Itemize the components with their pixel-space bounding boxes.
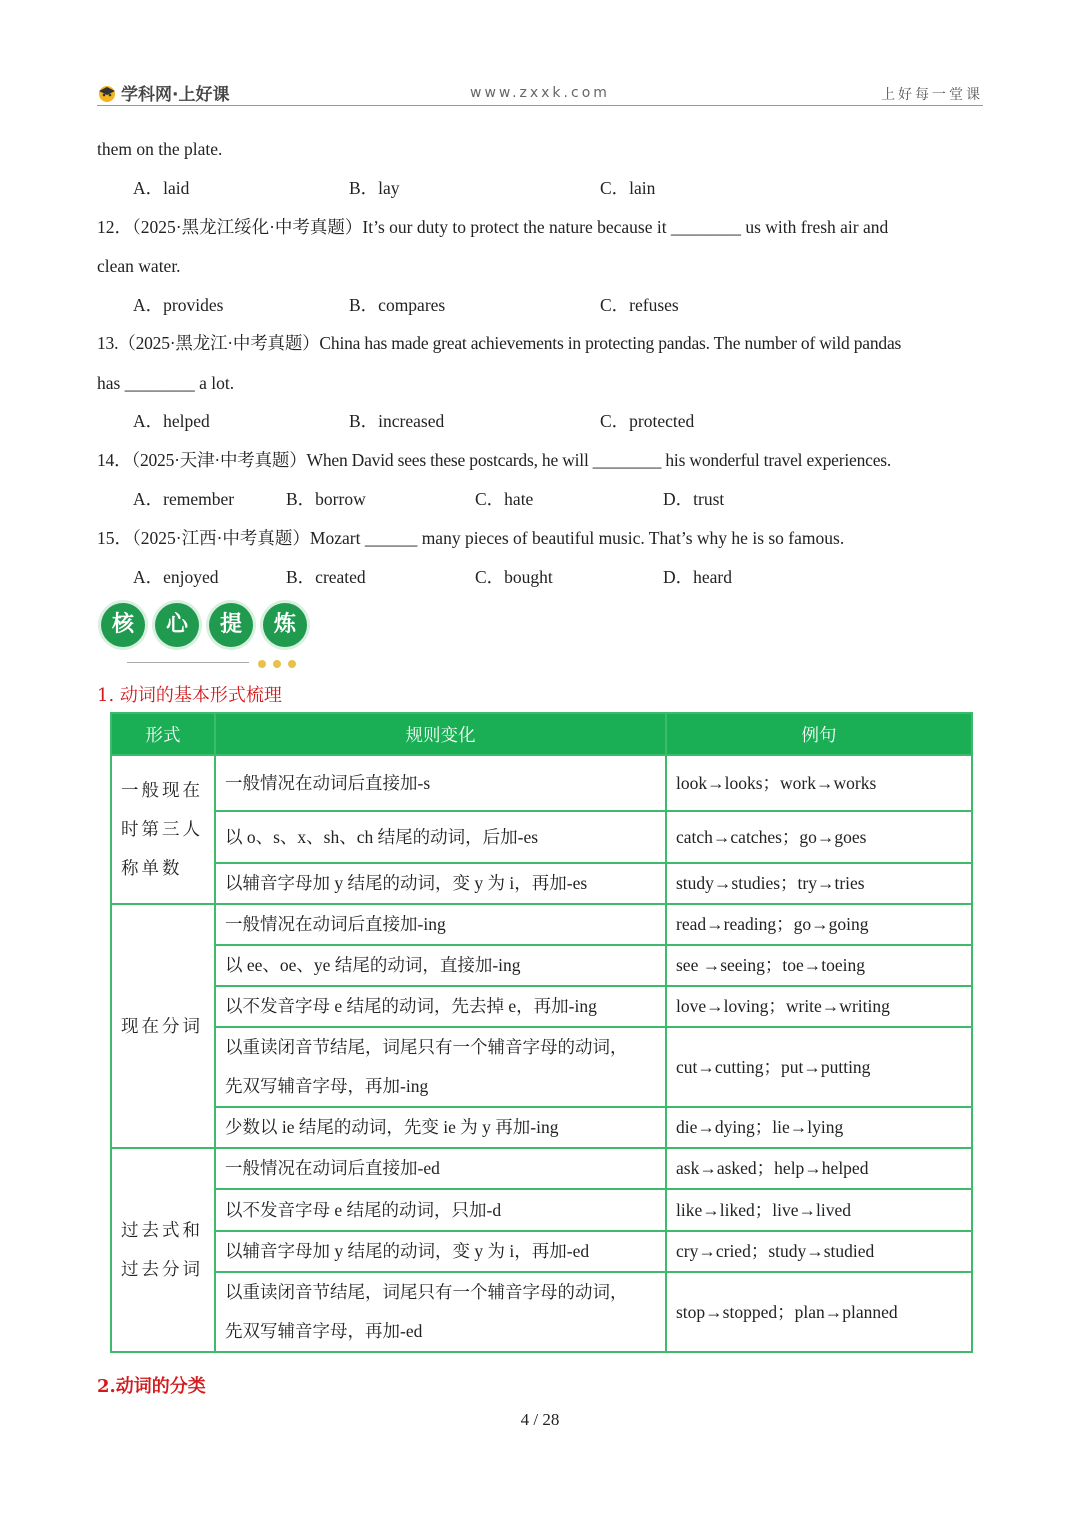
- banner-char-ti: 提: [209, 603, 253, 647]
- example-cell: cry→cried；study→studied: [666, 1231, 972, 1272]
- rule-cell: 以 ee、oe、ye 结尾的动词，直接加-ing: [215, 945, 666, 986]
- example-cell: study→studies；try→tries: [666, 863, 972, 904]
- section-title-1: 1. 动词的基本形式梳理: [97, 685, 282, 706]
- q11-option-c: C．lain: [600, 178, 656, 198]
- q14-option-a: A．remember: [133, 489, 235, 509]
- table-row: [111, 1027, 972, 1107]
- form-cell: 一般现在 时第三人 称单数: [111, 755, 215, 904]
- rule-cell: 以不发音字母 e 结尾的动词，先去掉 e，再加-ing: [215, 986, 666, 1027]
- section-title-2: 2.动词的分类: [97, 1376, 206, 1397]
- table-header-row: [111, 713, 972, 755]
- example-cell: catch→catches；go→goes: [666, 811, 972, 863]
- table-row: [111, 1272, 972, 1352]
- q11-option-a: A．laid: [133, 178, 190, 198]
- q13-option-c: C．protected: [600, 411, 695, 431]
- banner-underline: [127, 662, 249, 663]
- q13-option-a: A．helped: [133, 411, 210, 431]
- q15-option-a: A．enjoyed: [133, 567, 219, 587]
- rule-cell: 少数以 ie 结尾的动词，先变 ie 为 y 再加-ing: [215, 1107, 666, 1148]
- form-cell: 现在分词: [111, 904, 215, 1148]
- example-cell: like→liked；live→lived: [666, 1189, 972, 1231]
- example-cell: die→dying；lie→lying: [666, 1107, 972, 1148]
- header-divider: [97, 105, 983, 106]
- rule-cell: 以辅音字母加 y 结尾的动词，变 y 为 i，再加-ed: [215, 1231, 666, 1272]
- q13-stem: 13.（2025·黑龙江·中考真题）China has made great achievements in protecting pandas. The number of wild pandas: [97, 333, 902, 353]
- table-row: [111, 986, 972, 1027]
- banner-dot: [273, 660, 281, 668]
- q14-option-d: D．trust: [663, 489, 725, 509]
- table-row: [111, 904, 972, 945]
- banner-dot: [288, 660, 296, 668]
- logo-text: 学科网·上好课: [121, 85, 230, 105]
- table-row: [111, 1107, 972, 1148]
- table-row: [111, 1148, 972, 1189]
- rule-cell: 以重读闭音节结尾，词尾只有一个辅音字母的动词， 先双写辅音字母，再加-ing: [215, 1027, 666, 1107]
- site-url[interactable]: www.zxxk.com: [470, 85, 610, 101]
- q12-stem: 12．（2025·黑龙江绥化·中考真题）It’s our duty to protect the nature because it ________ us with fresh air and: [97, 217, 889, 237]
- q12-stem-cont: clean water.: [97, 256, 181, 276]
- example-cell: see →seeing；toe→toeing: [666, 945, 972, 986]
- rule-cell: 以不发音字母 e 结尾的动词，只加-d: [215, 1189, 666, 1231]
- example-cell: love→loving；write→writing: [666, 986, 972, 1027]
- q11-tail: them on the plate.: [97, 139, 223, 159]
- table-row: [111, 755, 972, 811]
- banner-char-xin: 心: [155, 603, 199, 647]
- header-form: 形式: [111, 713, 215, 755]
- example-cell: look→looks；work→works: [666, 755, 972, 811]
- q13-option-b: B．increased: [349, 411, 445, 431]
- table-row: [111, 945, 972, 986]
- rule-cell: 一般情况在动词后直接加-s: [215, 755, 666, 811]
- q14-option-c: C．hate: [475, 489, 534, 509]
- form-cell: 过去式和 过去分词: [111, 1148, 215, 1352]
- q15-option-d: D．heard: [663, 567, 733, 587]
- banner-char-he: 核: [101, 603, 145, 647]
- q15-stem: 15．（2025·江西·中考真题）Mozart ______ many pieces of beautiful music. That’s why he is so famous.: [97, 528, 845, 548]
- q12-option-a: A．provides: [133, 295, 224, 315]
- header-slogan: 上好每一堂课: [881, 87, 983, 103]
- q13-stem-cont: has ________ a lot.: [97, 373, 235, 393]
- q15-option-c: C．bought: [475, 567, 553, 587]
- example-cell: ask→asked；help→helped: [666, 1148, 972, 1189]
- brand-logo: [97, 80, 229, 105]
- rule-cell: 以重读闭音节结尾，词尾只有一个辅音字母的动词， 先双写辅音字母，再加-ed: [215, 1272, 666, 1352]
- q12-option-c: C．refuses: [600, 295, 679, 315]
- example-cell: cut→cutting；put→putting: [666, 1027, 972, 1107]
- header-rule: 规则变化: [215, 713, 666, 755]
- table-row: [111, 811, 972, 863]
- rule-cell: 以辅音字母加 y 结尾的动词，变 y 为 i，再加-es: [215, 863, 666, 904]
- table-row: [111, 1189, 972, 1231]
- q14-stem: 14．（2025·天津·中考真题）When David sees these postcards, he will ________ his wonderful travel experiences.: [97, 450, 892, 470]
- q15-option-b: B．created: [286, 567, 366, 587]
- header-example: 例句: [666, 713, 972, 755]
- page-number: 4 / 28: [520, 1410, 560, 1429]
- table-row: [111, 863, 972, 904]
- q12-option-b: B．compares: [349, 295, 446, 315]
- rule-cell: 一般情况在动词后直接加-ed: [215, 1148, 666, 1189]
- rule-cell: 一般情况在动词后直接加-ing: [215, 904, 666, 945]
- rule-cell: 以 o、s、x、sh、ch 结尾的动词，后加-es: [215, 811, 666, 863]
- q14-option-b: B．borrow: [286, 489, 366, 509]
- graduation-cap-icon: [97, 83, 117, 103]
- table-row: [111, 1231, 972, 1272]
- banner-char-lian: 炼: [263, 603, 307, 647]
- verb-forms-table: [110, 712, 973, 1353]
- q11-option-b: B．lay: [349, 178, 400, 198]
- example-cell: stop→stopped；plan→planned: [666, 1272, 972, 1352]
- banner-dot: [258, 660, 266, 668]
- example-cell: read→reading；go→going: [666, 904, 972, 945]
